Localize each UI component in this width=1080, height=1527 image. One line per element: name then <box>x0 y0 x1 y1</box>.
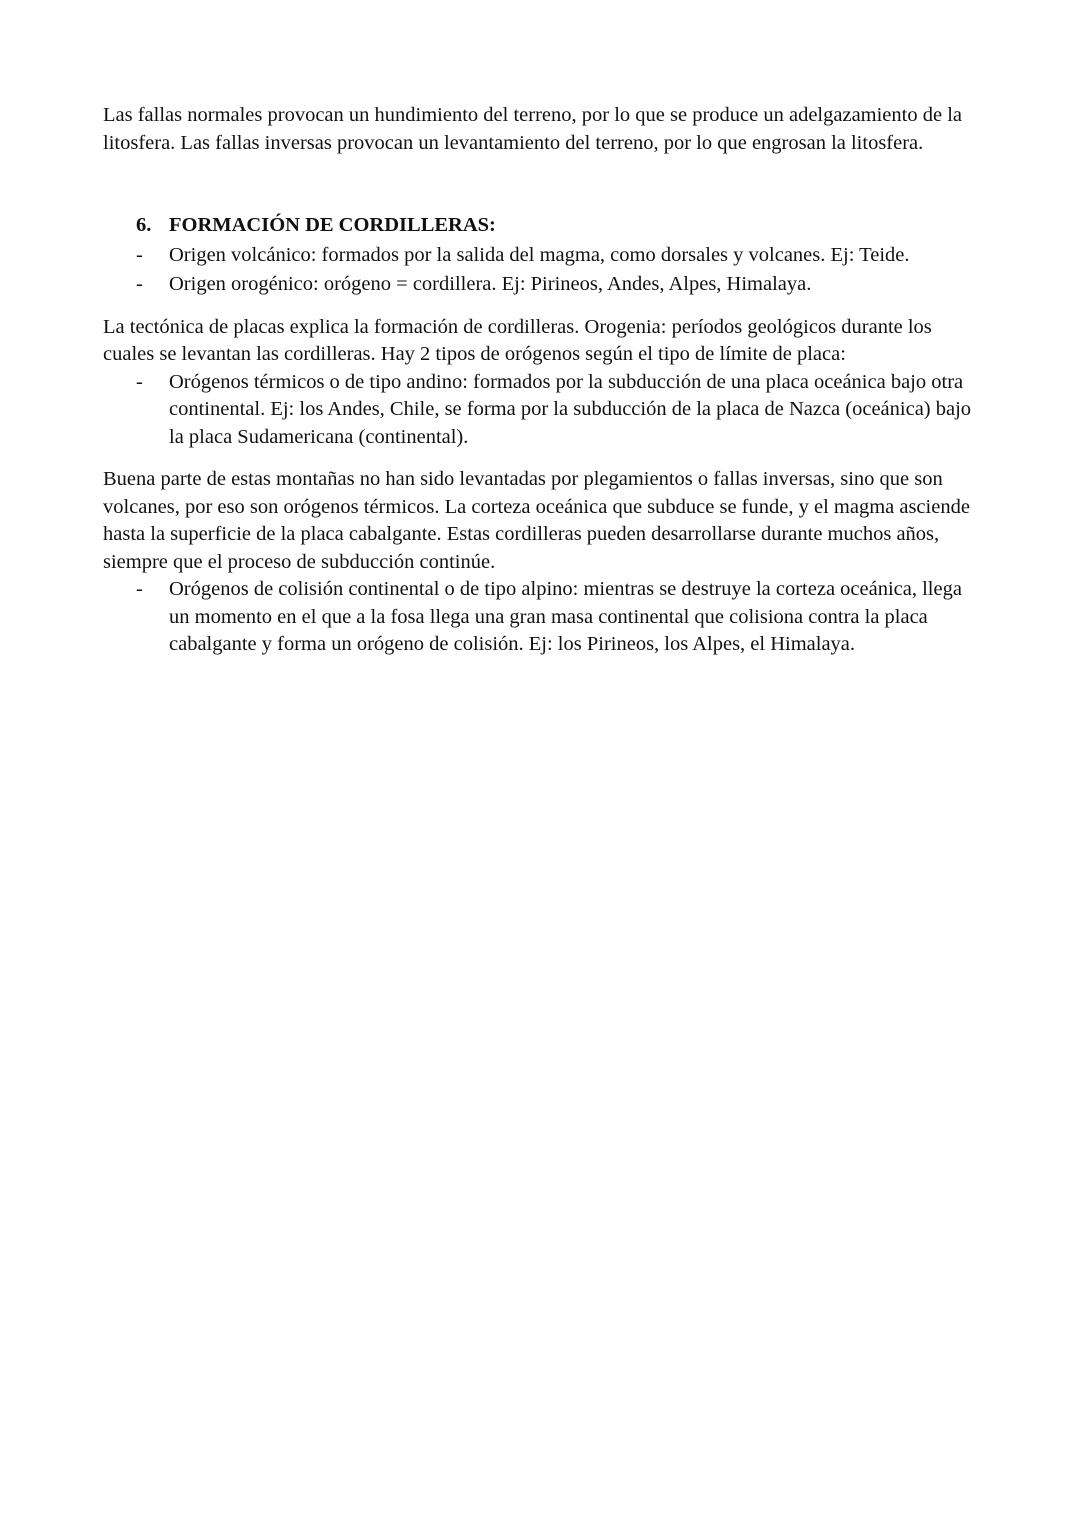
dash-bullet: - <box>136 243 143 266</box>
orogenos-termicos-text: Orógenos térmicos o de tipo andino: formados por la subducción de una placa oceánica bajo otra continental. Ej: los Andes, Chile, se forma por la subducción de la placa de Nazca (oceánica) bajo la placa Sudamericana (continental). <box>169 370 972 448</box>
dash-bullet: - <box>136 273 143 295</box>
list-item <box>103 576 983 659</box>
dash-bullet: - <box>136 578 143 600</box>
list-item <box>103 271 983 299</box>
origin-orogenico-text: Origen orogénico: orógeno = cordillera. Ej: Pirineos, Andes, Alpes, Himalaya. <box>169 273 812 295</box>
section-heading <box>103 212 983 240</box>
orogenos-colision-list <box>103 576 983 659</box>
origins-list <box>103 242 983 299</box>
origin-volcanico-text: Origen volcánico: formados por la salida del magma, como dorsales y volcanes. Ej: Teide. <box>169 243 910 266</box>
orogenos-termicos-list <box>103 369 983 452</box>
tectonica-paragraph: La tectónica de placas explica la formación de cordilleras. Orogenia: períodos geológicos durante los cuales se levantan las cordilleras. Hay 2 tipos de orógenos según el tipo de límite de placa: <box>103 315 932 365</box>
document-body <box>103 102 983 659</box>
section-title: FORMACIÓN DE CORDILLERAS: <box>169 214 496 236</box>
list-item <box>103 369 983 452</box>
list-item <box>103 242 983 270</box>
dash-bullet: - <box>136 370 143 393</box>
orogenos-colision-text: Orógenos de colisión continental o de tipo alpino: mientras se destruye la corteza oceánica, llega un momento en el que a la fosa llega una gran masa continental que colisiona contra la placa cabalgante y forma un orógeno de colisión. Ej: los Pirineos, los Alpes, el Himalaya. <box>169 578 962 655</box>
intro-paragraph: Las fallas normales provocan un hundimiento del terreno, por lo que se produce un adelgazamiento de la litosfera. Las fallas inversas provocan un levantamiento del terreno, por lo que engrosan la litosfera. <box>103 104 962 154</box>
section-number: 6. <box>136 214 152 236</box>
montanas-paragraph: Buena parte de estas montañas no han sido levantadas por plegamientos o fallas inversas, sino que son volcanes, por eso son orógenos térmicos. La corteza oceánica que subduce se funde, y el magma asciende hasta la superficie de la placa cabalgante. Estas cordilleras pueden desarrollarse durante muchos años, siempre que el proceso de subducción continúe. <box>103 468 970 573</box>
